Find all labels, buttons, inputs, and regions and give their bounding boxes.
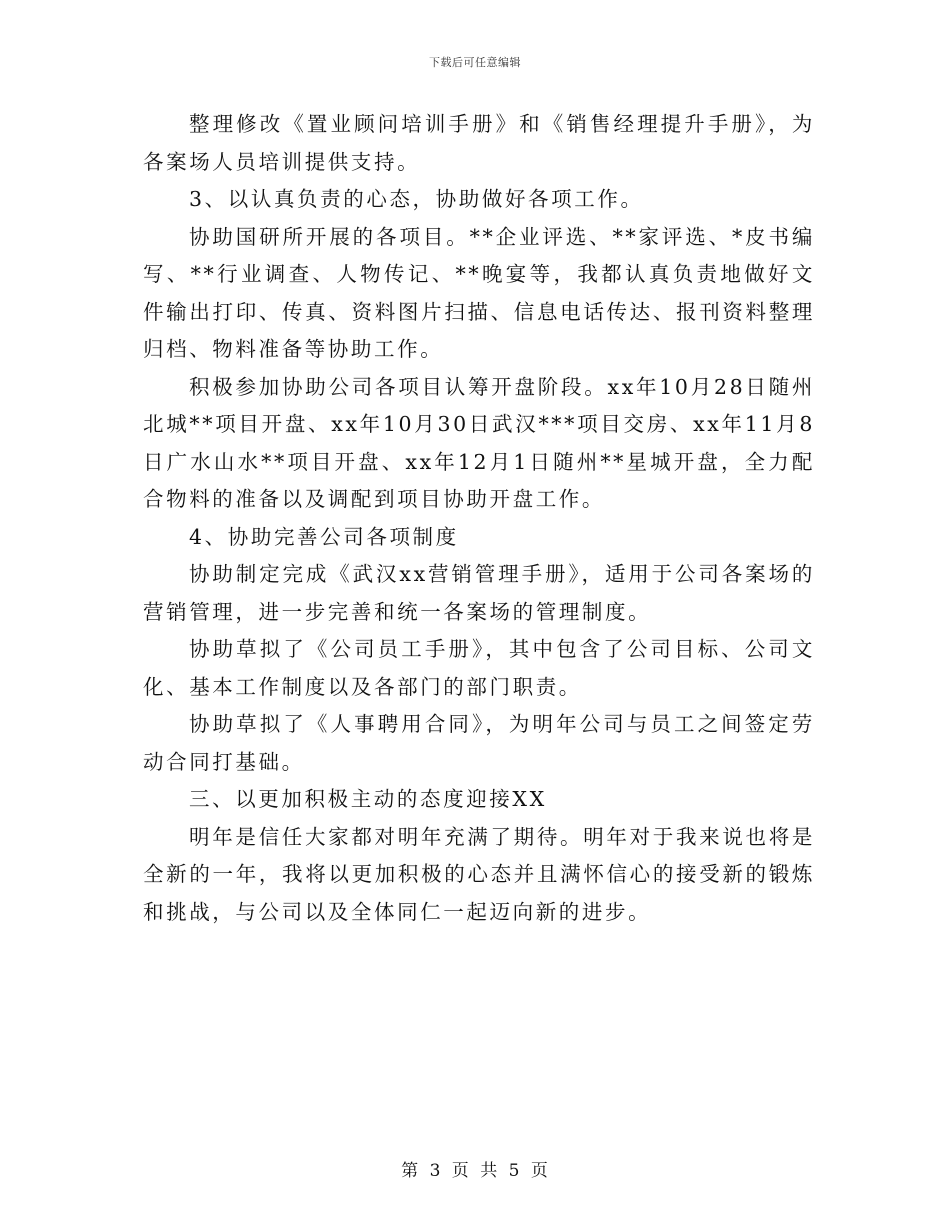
paragraph-employee-handbook: 协助草拟了《公司员工手册》，其中包含了公司目标、公司文化、基本工作制度以及各部门的部门职责。	[143, 637, 815, 699]
section-heading-three: 三、以更加积极主动的态度迎接XX	[189, 787, 547, 811]
document-body	[143, 106, 815, 931]
section-heading-4: 4、协助完善公司各项制度	[189, 524, 459, 549]
paragraph-marketing-manual: 协助制定完成《武汉xx营销管理手册》，适用于公司各案场的营销管理，进一步完善和统一各案场的管理制度。	[143, 562, 815, 624]
paragraph-employment-contract: 协助草拟了《人事聘用合同》，为明年公司与员工之间签定劳动合同打基础。	[143, 712, 815, 774]
paragraph-project-openings: 积极参加协助公司各项目认筹开盘阶段。xx年10月28日随州北城**项目开盘、xx年10月30日武汉***项目交房、xx年11月8日广水山水**项目开盘、xx年12月1日随州**星城开盘，全力配合物料的准备以及调配到项目协助开盘工作。	[143, 374, 815, 511]
paragraph-training-manuals: 整理修改《置业顾问培训手册》和《销售经理提升手册》，为各案场人员培训提供支持。	[143, 112, 815, 174]
page-number-footer: 第 3 页 共 5 页	[401, 1161, 549, 1181]
page-header: 下载后可任意编辑	[429, 56, 521, 69]
section-heading-3: 3、以认真负责的心态，协助做好各项工作。	[189, 187, 644, 211]
paragraph-next-year: 明年是信任大家都对明年充满了期待。明年对于我来说也将是全新的一年，我将以更加积极的心态并且满怀信心的接受新的锻炼和挑战，与公司以及全体同仁一起迈向新的进步。	[143, 824, 815, 924]
paragraph-research-projects: 协助国研所开展的各项目。**企业评选、**家评选、*皮书编写、**行业调查、人物传记、**晚宴等，我都认真负责地做好文件输出打印、传真、资料图片扫描、信息电话传达、报刊资料整理归档、物料准备等协助工作。	[143, 224, 815, 361]
